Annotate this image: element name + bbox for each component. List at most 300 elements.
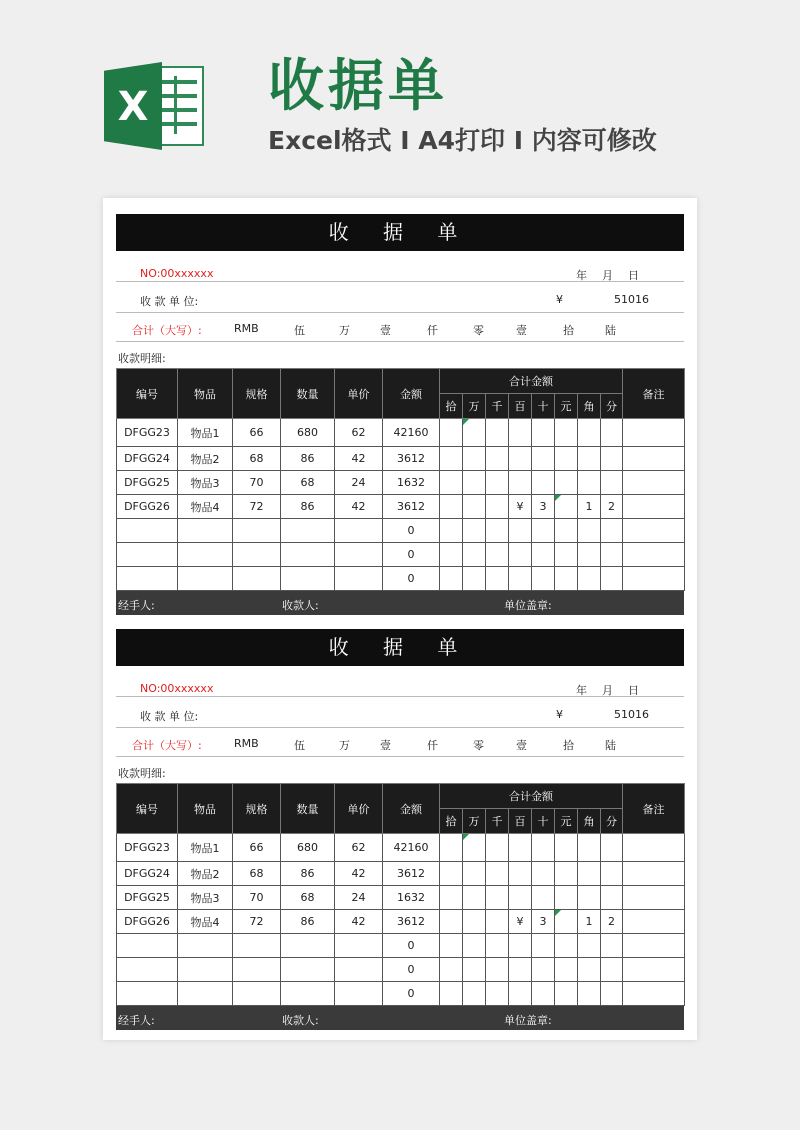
digit-cell[interactable] (486, 419, 509, 447)
digit-cell[interactable] (509, 862, 532, 886)
table-cell[interactable]: 680 (281, 834, 335, 862)
table-cell[interactable] (281, 934, 335, 958)
digit-value: ¥ (516, 915, 524, 928)
table-cell[interactable]: 物品3 (178, 886, 233, 910)
digit-cell[interactable] (555, 495, 578, 519)
table-cell[interactable] (178, 543, 233, 567)
date-label: 月 (602, 684, 613, 697)
table-cell[interactable]: 1632 (383, 886, 440, 910)
digit-cell[interactable] (463, 471, 486, 495)
digit-cell[interactable] (440, 910, 463, 934)
digit-cell[interactable] (532, 495, 555, 519)
digit-cell[interactable] (555, 447, 578, 471)
table-cell[interactable]: 68 (281, 886, 335, 910)
table-cell[interactable] (233, 982, 281, 1006)
digit-cell[interactable] (578, 567, 601, 591)
remark-cell[interactable] (623, 543, 685, 567)
table-cell[interactable]: 42 (335, 447, 383, 471)
digit-cell[interactable] (532, 519, 555, 543)
digit-cell[interactable] (486, 886, 509, 910)
table-cell[interactable] (233, 543, 281, 567)
currency-label: RMB (234, 322, 259, 335)
table-cell[interactable]: 24 (335, 471, 383, 495)
table-cell[interactable]: 物品2 (178, 862, 233, 886)
digit-cell[interactable] (440, 419, 463, 447)
remark-cell[interactable] (623, 519, 685, 543)
table-cell[interactable]: 86 (281, 447, 335, 471)
comment-marker-icon (555, 495, 561, 501)
digit-value: 3 (539, 500, 547, 513)
table-cell[interactable] (233, 567, 281, 591)
table-cell[interactable] (233, 958, 281, 982)
table-cell[interactable] (178, 519, 233, 543)
digit-cell[interactable] (486, 982, 509, 1006)
document-paper (103, 198, 697, 1040)
receipt-form (116, 214, 684, 615)
table-row (117, 419, 685, 447)
remark-cell[interactable] (623, 934, 685, 958)
receipt-number-row (116, 251, 684, 282)
remark-cell[interactable] (623, 862, 685, 886)
table-cell[interactable]: 62 (335, 419, 383, 447)
digit-cell[interactable] (555, 982, 578, 1006)
table-cell[interactable]: 0 (383, 934, 440, 958)
capital-digit: 壹 (380, 324, 391, 337)
digit-cell[interactable] (486, 934, 509, 958)
digit-cell[interactable] (440, 934, 463, 958)
digit-cell[interactable] (601, 958, 623, 982)
table-cell[interactable]: DFGG26 (117, 910, 178, 934)
digit-cell[interactable] (555, 834, 578, 862)
table-cell[interactable] (335, 958, 383, 982)
digit-cell[interactable] (509, 958, 532, 982)
remark-cell[interactable] (623, 982, 685, 1006)
table-cell[interactable]: 物品1 (178, 834, 233, 862)
detail-label-row (116, 342, 684, 368)
digit-cell[interactable] (532, 910, 555, 934)
digit-cell[interactable] (463, 834, 486, 862)
receipt-number: NO:00xxxxxx (140, 267, 214, 280)
digit-cell[interactable] (440, 567, 463, 591)
digit-cell[interactable] (578, 834, 601, 862)
table-row (117, 910, 685, 934)
digit-cell[interactable] (486, 471, 509, 495)
column-header: 数量 (281, 784, 335, 834)
total-amount-header: 合计金额 (440, 784, 623, 809)
table-cell[interactable]: DFGG26 (117, 495, 178, 519)
digit-cell[interactable] (601, 834, 623, 862)
digit-cell[interactable] (463, 447, 486, 471)
comment-marker-icon (463, 419, 469, 425)
column-header: 规格 (233, 369, 281, 419)
receiver-label: 收款人: (282, 1014, 319, 1027)
digit-cell[interactable] (486, 958, 509, 982)
table-cell[interactable]: DFGG25 (117, 886, 178, 910)
table-cell[interactable] (335, 519, 383, 543)
digit-cell[interactable] (578, 886, 601, 910)
receipt-title: 收 据 单 (116, 629, 684, 666)
table-cell[interactable]: 68 (233, 862, 281, 886)
digit-value: 1 (585, 500, 593, 513)
table-row (117, 447, 685, 471)
logo-letter: X (117, 84, 149, 130)
digit-cell[interactable] (532, 886, 555, 910)
table-cell[interactable]: 42 (335, 862, 383, 886)
digit-cell[interactable] (463, 543, 486, 567)
digit-cell[interactable] (532, 543, 555, 567)
digit-cell[interactable] (532, 567, 555, 591)
table-cell[interactable] (117, 958, 178, 982)
table-cell[interactable] (335, 543, 383, 567)
capital-digit: 拾 (563, 324, 574, 337)
digit-column-header: 百 (509, 394, 532, 419)
table-cell[interactable]: 0 (383, 567, 440, 591)
digit-cell[interactable] (440, 519, 463, 543)
digit-cell[interactable] (509, 447, 532, 471)
digit-cell[interactable] (532, 958, 555, 982)
receipt-number-row (116, 666, 684, 697)
digit-cell[interactable] (509, 934, 532, 958)
digit-cell[interactable] (601, 982, 623, 1006)
table-cell[interactable]: DFGG24 (117, 862, 178, 886)
digit-column-header: 元 (555, 809, 578, 834)
table-cell[interactable]: 3612 (383, 495, 440, 519)
table-cell[interactable]: 42160 (383, 419, 440, 447)
digit-column-header: 拾 (440, 394, 463, 419)
digit-value: 3 (539, 915, 547, 928)
digit-value: ¥ (516, 500, 524, 513)
table-cell[interactable] (335, 934, 383, 958)
handler-label: 经手人: (118, 1014, 155, 1027)
table-cell[interactable] (178, 934, 233, 958)
table-cell[interactable]: 物品2 (178, 447, 233, 471)
digit-cell[interactable] (463, 495, 486, 519)
digit-cell[interactable] (440, 982, 463, 1006)
receiver-label: 收款人: (282, 599, 319, 612)
comment-marker-icon (463, 834, 469, 840)
table-cell[interactable] (178, 567, 233, 591)
digit-cell[interactable] (555, 567, 578, 591)
digit-cell[interactable] (440, 886, 463, 910)
digit-column-header: 百 (509, 809, 532, 834)
remark-cell[interactable] (623, 495, 685, 519)
digit-cell[interactable] (509, 982, 532, 1006)
excel-logo-icon (104, 62, 204, 150)
digit-cell[interactable] (509, 519, 532, 543)
remark-cell[interactable] (623, 910, 685, 934)
digit-column-header: 分 (601, 394, 623, 419)
date-label: 年 (576, 269, 587, 282)
capital-digit: 壹 (516, 739, 527, 752)
table-cell[interactable]: DFGG23 (117, 419, 178, 447)
digit-cell[interactable] (509, 567, 532, 591)
digit-cell[interactable] (532, 447, 555, 471)
digit-cell[interactable] (509, 495, 532, 519)
table-cell[interactable] (117, 543, 178, 567)
table-cell[interactable]: 3612 (383, 862, 440, 886)
digit-cell[interactable] (486, 447, 509, 471)
table-cell[interactable]: 42 (335, 910, 383, 934)
table-cell[interactable]: 物品1 (178, 419, 233, 447)
capital-digit: 陆 (605, 324, 616, 337)
date-label: 日 (628, 684, 639, 697)
table-cell[interactable] (281, 567, 335, 591)
table-row (117, 886, 685, 910)
digit-column-header: 角 (578, 394, 601, 419)
total-capital-label: 合计（大写）: (132, 739, 202, 752)
digit-cell[interactable] (555, 958, 578, 982)
table-cell[interactable]: 42160 (383, 834, 440, 862)
table-row (117, 934, 685, 958)
digit-cell[interactable] (578, 419, 601, 447)
digit-cell[interactable] (601, 471, 623, 495)
digit-cell[interactable] (578, 934, 601, 958)
table-cell[interactable] (178, 982, 233, 1006)
digit-cell[interactable] (463, 886, 486, 910)
amount-value: 51016 (614, 293, 649, 306)
digit-cell[interactable] (601, 910, 623, 934)
remark-cell[interactable] (623, 419, 685, 447)
digit-cell[interactable] (555, 471, 578, 495)
digit-cell[interactable] (509, 471, 532, 495)
page-title: 收据单 (268, 54, 448, 119)
table-cell[interactable]: 70 (233, 471, 281, 495)
digit-cell[interactable] (509, 834, 532, 862)
capital-digit: 万 (339, 324, 350, 337)
digit-cell[interactable] (440, 471, 463, 495)
digit-cell[interactable] (601, 934, 623, 958)
table-cell[interactable]: 3612 (383, 910, 440, 934)
remark-cell[interactable] (623, 958, 685, 982)
digit-cell[interactable] (555, 910, 578, 934)
table-cell[interactable] (233, 519, 281, 543)
digit-cell[interactable] (601, 419, 623, 447)
digit-cell[interactable] (601, 543, 623, 567)
receipt-form (116, 629, 684, 1030)
capital-digit: 零 (473, 324, 484, 337)
table-cell[interactable] (233, 934, 281, 958)
digit-cell[interactable] (532, 934, 555, 958)
digit-cell[interactable] (601, 567, 623, 591)
digit-cell[interactable] (440, 495, 463, 519)
digit-column-header: 万 (463, 809, 486, 834)
digit-cell[interactable] (601, 495, 623, 519)
digit-cell[interactable] (486, 910, 509, 934)
digit-cell[interactable] (440, 447, 463, 471)
digit-column-header: 十 (532, 809, 555, 834)
table-cell[interactable]: 70 (233, 886, 281, 910)
page-subtitle: Excel格式 I A4打印 I 内容可修改 (268, 126, 657, 155)
digit-cell[interactable] (555, 886, 578, 910)
table-row (117, 567, 685, 591)
table-row (117, 958, 685, 982)
table-cell[interactable]: 86 (281, 495, 335, 519)
table-cell[interactable]: 680 (281, 419, 335, 447)
digit-cell[interactable] (601, 886, 623, 910)
logo-line (159, 94, 197, 98)
column-header: 单价 (335, 784, 383, 834)
column-header: 物品 (178, 369, 233, 419)
table-cell[interactable]: 3612 (383, 447, 440, 471)
digit-cell[interactable] (463, 958, 486, 982)
digit-column-header: 角 (578, 809, 601, 834)
digit-cell[interactable] (555, 543, 578, 567)
table-cell[interactable]: 86 (281, 862, 335, 886)
digit-cell[interactable] (532, 834, 555, 862)
table-cell[interactable] (117, 519, 178, 543)
digit-cell[interactable] (601, 519, 623, 543)
table-cell[interactable] (117, 567, 178, 591)
remark-cell[interactable] (623, 834, 685, 862)
table-row (117, 834, 685, 862)
digit-value: 2 (608, 500, 615, 513)
table-cell[interactable]: 86 (281, 910, 335, 934)
table-cell[interactable]: 物品3 (178, 471, 233, 495)
logo-col (174, 76, 177, 134)
table-cell[interactable] (335, 982, 383, 1006)
capital-digit: 拾 (563, 739, 574, 752)
table-cell[interactable]: 物品4 (178, 910, 233, 934)
digit-cell[interactable] (440, 958, 463, 982)
table-cell[interactable]: DFGG24 (117, 447, 178, 471)
digit-cell[interactable] (440, 543, 463, 567)
digit-cell[interactable] (486, 519, 509, 543)
digit-cell[interactable] (578, 519, 601, 543)
capital-digit: 壹 (516, 324, 527, 337)
yen-symbol: ¥ (556, 293, 563, 306)
remark-cell[interactable] (623, 471, 685, 495)
digit-cell[interactable] (555, 419, 578, 447)
table-cell[interactable]: 42 (335, 495, 383, 519)
digit-cell[interactable] (440, 834, 463, 862)
table-row (117, 471, 685, 495)
digit-cell[interactable] (463, 519, 486, 543)
table-cell[interactable] (178, 958, 233, 982)
table-cell[interactable]: DFGG23 (117, 834, 178, 862)
digit-cell[interactable] (463, 419, 486, 447)
digit-cell[interactable] (555, 934, 578, 958)
table-cell[interactable]: 68 (281, 471, 335, 495)
digit-cell[interactable] (486, 495, 509, 519)
digit-cell[interactable] (463, 934, 486, 958)
digit-cell[interactable] (578, 958, 601, 982)
digit-cell[interactable] (555, 519, 578, 543)
digit-cell[interactable] (578, 982, 601, 1006)
digit-cell[interactable] (578, 471, 601, 495)
digit-cell[interactable] (509, 419, 532, 447)
receipt-footer (116, 591, 684, 615)
table-cell[interactable] (117, 934, 178, 958)
table-cell[interactable]: 66 (233, 834, 281, 862)
table-cell[interactable] (335, 567, 383, 591)
payer-label: 收 款 单 位: (140, 710, 199, 723)
digit-cell[interactable] (486, 862, 509, 886)
digit-cell[interactable] (463, 862, 486, 886)
table-cell[interactable]: 66 (233, 419, 281, 447)
digit-cell[interactable] (486, 834, 509, 862)
digit-cell[interactable] (601, 447, 623, 471)
table-cell[interactable]: 1632 (383, 471, 440, 495)
digit-cell[interactable] (578, 862, 601, 886)
digit-cell[interactable] (463, 910, 486, 934)
table-cell[interactable]: 0 (383, 543, 440, 567)
table-cell[interactable]: 72 (233, 910, 281, 934)
column-header: 编号 (117, 369, 178, 419)
digit-column-header: 千 (486, 809, 509, 834)
table-cell[interactable]: DFGG25 (117, 471, 178, 495)
seal-label: 单位盖章: (504, 599, 552, 612)
capital-total-row (116, 728, 684, 757)
remark-cell[interactable] (623, 886, 685, 910)
table-cell[interactable]: 0 (383, 982, 440, 1006)
digit-cell[interactable] (578, 543, 601, 567)
yen-symbol: ¥ (556, 708, 563, 721)
digit-cell[interactable] (486, 567, 509, 591)
digit-column-header: 元 (555, 394, 578, 419)
column-header: 金额 (383, 784, 440, 834)
logo-line (159, 108, 197, 112)
digit-cell[interactable] (532, 471, 555, 495)
table-cell[interactable] (281, 958, 335, 982)
capital-digit: 仟 (427, 324, 438, 337)
capital-digit: 伍 (294, 324, 305, 337)
table-cell[interactable] (281, 543, 335, 567)
receipt-number: NO:00xxxxxx (140, 682, 214, 695)
table-cell[interactable] (281, 519, 335, 543)
digit-cell[interactable] (532, 419, 555, 447)
comment-marker-icon (555, 910, 561, 916)
digit-cell[interactable] (578, 910, 601, 934)
digit-cell[interactable] (578, 495, 601, 519)
detail-label-row (116, 757, 684, 783)
table-cell[interactable]: 72 (233, 495, 281, 519)
digit-cell[interactable] (509, 543, 532, 567)
remark-cell[interactable] (623, 447, 685, 471)
digit-cell[interactable] (601, 862, 623, 886)
digit-cell[interactable] (532, 982, 555, 1006)
digit-cell[interactable] (463, 567, 486, 591)
table-cell[interactable] (281, 982, 335, 1006)
digit-column-header: 分 (601, 809, 623, 834)
remark-cell[interactable] (623, 567, 685, 591)
column-header: 单价 (335, 369, 383, 419)
digit-cell[interactable] (440, 862, 463, 886)
amount-value: 51016 (614, 708, 649, 721)
digit-column-header: 千 (486, 394, 509, 419)
detail-label: 收款明细: (118, 767, 166, 780)
digit-cell[interactable] (486, 543, 509, 567)
table-cell[interactable] (117, 982, 178, 1006)
total-amount-header: 合计金额 (440, 369, 623, 394)
logo-line (159, 80, 197, 84)
digit-cell[interactable] (509, 886, 532, 910)
digit-cell[interactable] (555, 862, 578, 886)
items-table (116, 783, 685, 1006)
digit-cell[interactable] (463, 982, 486, 1006)
digit-cell[interactable] (532, 862, 555, 886)
table-cell[interactable]: 68 (233, 447, 281, 471)
digit-cell[interactable] (509, 910, 532, 934)
table-cell[interactable]: 0 (383, 958, 440, 982)
date-label: 日 (628, 269, 639, 282)
table-cell[interactable]: 24 (335, 886, 383, 910)
digit-cell[interactable] (578, 447, 601, 471)
table-cell[interactable]: 物品4 (178, 495, 233, 519)
table-cell[interactable]: 0 (383, 519, 440, 543)
remark-header: 备注 (623, 784, 685, 834)
table-cell[interactable]: 62 (335, 834, 383, 862)
table-row (117, 543, 685, 567)
